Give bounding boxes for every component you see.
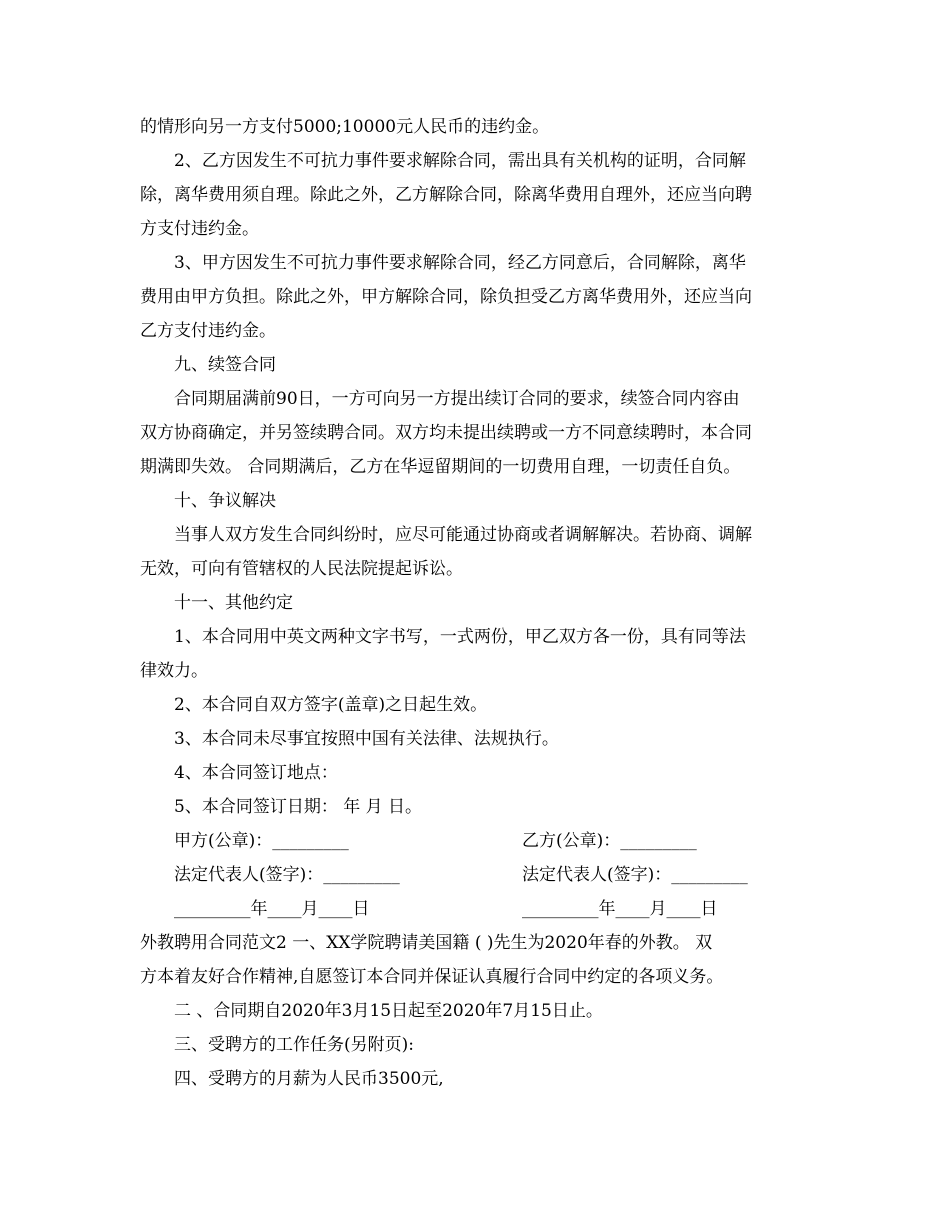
document-page xyxy=(140,110,815,1096)
text-line: 2、乙方因发生不可抗力事件要求解除合同，需出具有关机构的证明，合同解 xyxy=(174,151,746,171)
party-a-seal-field: 甲方(公章)：_________ xyxy=(174,831,349,851)
party-b-seal-field: 乙方(公章)：_________ xyxy=(522,831,697,851)
text-line: 四、受聘方的月薪为人民币3500元, xyxy=(174,1069,444,1089)
section-heading: 九、续签合同 xyxy=(174,355,276,375)
text-line: 乙方支付违约金。 xyxy=(140,321,276,341)
text-line: 合同期届满前90日，一方可向另一方提出续订合同的要求，续签合同内容由 xyxy=(174,389,740,409)
section-heading: 十、争议解决 xyxy=(174,491,276,511)
text-line: 二 、合同期自2020年3月15日起至2020年7月15日止。 xyxy=(174,1001,603,1021)
text-line: 双方协商确定，并另签续聘合同。双方均未提出续聘或一方不同意续聘时，本合同 xyxy=(140,423,752,443)
text-line: 4、本合同签订地点： xyxy=(174,763,338,783)
text-line: 5、本合同签订日期： 年 月 日。 xyxy=(174,797,423,817)
text-line: 3、甲方因发生不可抗力事件要求解除合同，经乙方同意后，合同解除，离华 xyxy=(174,253,746,273)
section-heading: 十一、其他约定 xyxy=(174,593,293,613)
text-line: 律效力。 xyxy=(140,661,208,681)
signature-row xyxy=(140,892,815,926)
text-line: 费用由甲方负担。除此之外，甲方解除合同，除负担受乙方离华费用外，还应当向 xyxy=(140,287,752,307)
party-a-representative-field: 法定代表人(签字)：_________ xyxy=(174,865,400,885)
text-line: 3、本合同未尽事宜按照中国有关法律、法规执行。 xyxy=(174,729,559,749)
text-line: 当事人双方发生合同纠纷时，应尽可能通过协商或者调解解决。若协商、调解 xyxy=(174,525,752,545)
signature-row xyxy=(140,824,815,858)
signature-row xyxy=(140,858,815,892)
text-line: 1、本合同用中英文两种文字书写，一式两份，甲乙双方各一份，具有同等法 xyxy=(174,627,746,647)
text-line: 期满即失效。 合同期满后，乙方在华逗留期间的一切费用自理，一切责任自负。 xyxy=(140,457,741,477)
party-b-representative-field: 法定代表人(签字)：_________ xyxy=(522,865,748,885)
text-line: 2、本合同自双方签字(盖章)之日起生效。 xyxy=(174,695,488,715)
text-line: 的情形向另一方支付5000;10000元人民币的违约金。 xyxy=(140,117,550,137)
party-b-date-field: _________年____月____日 xyxy=(522,899,718,919)
text-line: 三、受聘方的工作任务(另附页): xyxy=(174,1035,414,1055)
party-a-date-field: _________年____月____日 xyxy=(174,899,370,919)
text-line: 方支付违约金。 xyxy=(140,219,259,239)
text-line: 除，离华费用须自理。除此之外，乙方解除合同，除离华费用自理外，还应当向聘 xyxy=(140,185,752,205)
text-line: 方本着友好合作精神,自愿签订本合同并保证认真履行合同中约定的各项义务。 xyxy=(140,967,724,987)
text-line: 外教聘用合同范文2 一、XX学院聘请美国籍 ( )先生为2020年春的外教。 双 xyxy=(140,933,713,953)
text-line: 无效，可向有管辖权的人民法院提起诉讼。 xyxy=(140,559,463,579)
